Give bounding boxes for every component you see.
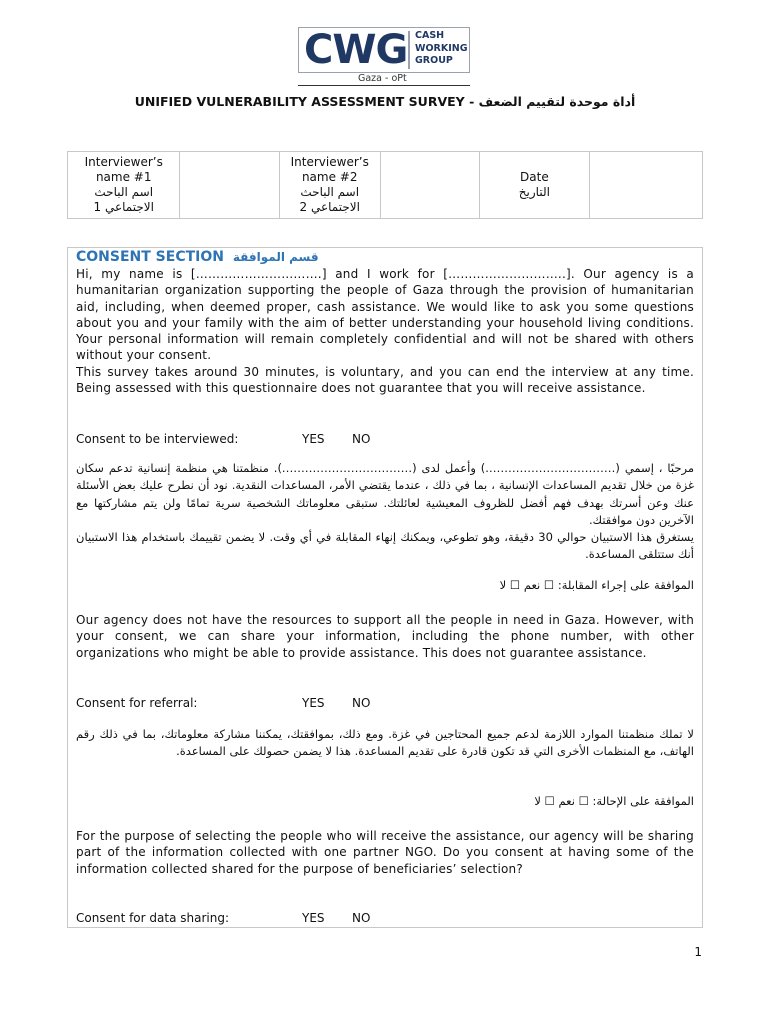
page-number: 1: [694, 945, 702, 959]
interviewer-1-label: [68, 152, 180, 219]
consent-sharing-label: Consent for data sharing:: [76, 911, 229, 925]
interviewer-1-field[interactable]: [180, 152, 279, 219]
consent-intro-ar: [76, 460, 694, 564]
interviewer-2-label-ar-1: اسم الباحث: [300, 185, 360, 199]
consent-sharing-en: For the purpose of selecting the people who will receive the assistance, our agency will be sharing part of the information collected with one partner NGO. Do you consent at having some of the information collected shared for the purpose of beneficiaries’ selection?: [76, 829, 694, 876]
date-field[interactable]: [589, 152, 702, 219]
interviewer-2-label: [279, 152, 380, 219]
consent-referral-ar: لا تملك منظمتنا الموارد اللازمة لدعم جميع المحتاجين في غزة. ومع ذلك، بموافقتك، يمكننا مشاركة معلوماتك، بما في ذلك رقم الهاتف، مع المنظمات الأخرى التي قد تكون قادرة على تقديم المساعدة. هذا لا يضمن حصولك على المساعدة.: [76, 727, 694, 759]
consent-sharing-no[interactable]: NO: [352, 911, 371, 925]
interviewer-1-label-en-1: Interviewer’s: [84, 155, 163, 169]
consent-sharing-row: [76, 911, 371, 925]
consent-referral-row: [76, 696, 371, 710]
consent-heading-en: CONSENT SECTION: [76, 249, 224, 265]
consent-referral-label: Consent for referral:: [76, 696, 198, 710]
logo-word-group: GROUP: [415, 55, 453, 66]
date-label: [480, 152, 590, 219]
consent-referral-no[interactable]: NO: [352, 696, 371, 710]
interviewer-table: [67, 151, 703, 219]
logo-subtitle: Gaza - oPt: [358, 73, 407, 84]
consent-intro-ar-p2: يستغرق هذا الاستبيان حوالي 30 دقيقة، وهو تطوعي، ويمكنك إنهاء المقابلة في أي وقت. لا يضمن تقييمك باستخدام هذا الاستبيان أنك ستتلقى المساعدة.: [76, 530, 694, 562]
consent-interview-yes[interactable]: YES: [302, 432, 325, 446]
consent-interview-ar-checkboxes[interactable]: الموافقة على إجراء المقابلة: ☐ نعم ☐ لا: [499, 578, 694, 592]
logo-separator: [408, 31, 410, 69]
document-title: UNIFIED VULNERABILITY ASSESSMENT SURVEY - أداة موحدة لتقييم الضعف: [134, 94, 636, 109]
date-label-ar: التاريخ: [518, 185, 550, 199]
consent-intro-en-p1: Hi, my name is [………………………….] and I work for [………………………..]. Our agency is a humanitarian organization supporting the people of Gaza through the provision of humanitarian aid, including, when deemed proper, cash assistance. We would like to ask you some questions about you and your family with the aim of better understanding your household living conditions. Your personal information will remain completely confidential and will not be shared with others without your consent.: [76, 267, 694, 363]
date-label-en: Date: [520, 170, 549, 184]
consent-sharing-yes[interactable]: YES: [302, 911, 325, 925]
consent-intro-en: [76, 266, 694, 396]
consent-interview-label: Consent to be interviewed:: [76, 432, 239, 446]
consent-referral-en: Our agency does not have the resources to support all the people in need in Gaza. However, with your consent, we can share your information, including the phone number, with other organizations who might be able to provide assistance. This does not guarantee assistance.: [76, 613, 694, 660]
interviewer-2-label-en-1: Interviewer’s: [290, 155, 369, 169]
consent-heading-ar: قسم الموافقة: [232, 250, 319, 264]
logo-words: [415, 30, 468, 68]
logo-word-cash: CASH: [415, 30, 445, 41]
interviewer-2-label-ar-2: الاجتماعي 2: [299, 200, 360, 214]
consent-intro-en-p2: This survey takes around 30 minutes, is voluntary, and you can end the interview at any time. Being assessed with this questionnaire does not guarantee that you will receive assistance.: [76, 364, 694, 396]
logo-word-working: WORKING: [415, 42, 468, 54]
interviewer-1-label-ar-2: الاجتماعي 1: [93, 200, 154, 214]
consent-intro-ar-p1: مرحبًا ، إسمي (…………………………….) وأعمل لدى (…………………………….). منظمتنا هي منظمة إنسانية تدعم سكان غزة من خلال تقديم المساعدات الإنسانية ، بما في ذلك ، عندما يقتضي الأمر، المساعدات النقدية. نود أن نطرح عليك بعض الأسئلة عنك وعن أسرتك بهدف فهم أفضل للظروف المعيشية لعائلتك. ستبقى معلوماتك الشخصية سرية تمامًا ولن يتم مشاركتها مع الآخرين دون موافقتك.: [76, 461, 694, 527]
consent-heading: [76, 249, 319, 265]
interviewer-2-label-en-2: name #2: [301, 170, 358, 184]
cwg-logo: [298, 27, 472, 87]
consent-interview-row: [76, 432, 371, 446]
consent-referral-yes[interactable]: YES: [302, 696, 325, 710]
interviewer-1-label-en-2: name #1: [95, 170, 152, 184]
consent-referral-ar-checkboxes[interactable]: الموافقة على الإحالة: ☐ نعم ☐ لا: [534, 794, 694, 808]
interviewer-1-label-ar-1: اسم الباحث: [94, 185, 154, 199]
logo-underline: [298, 85, 470, 86]
consent-interview-no[interactable]: NO: [352, 432, 371, 446]
logo-mark: CWG: [304, 27, 408, 73]
consent-section: [67, 247, 703, 928]
interviewer-2-field[interactable]: [380, 152, 479, 219]
